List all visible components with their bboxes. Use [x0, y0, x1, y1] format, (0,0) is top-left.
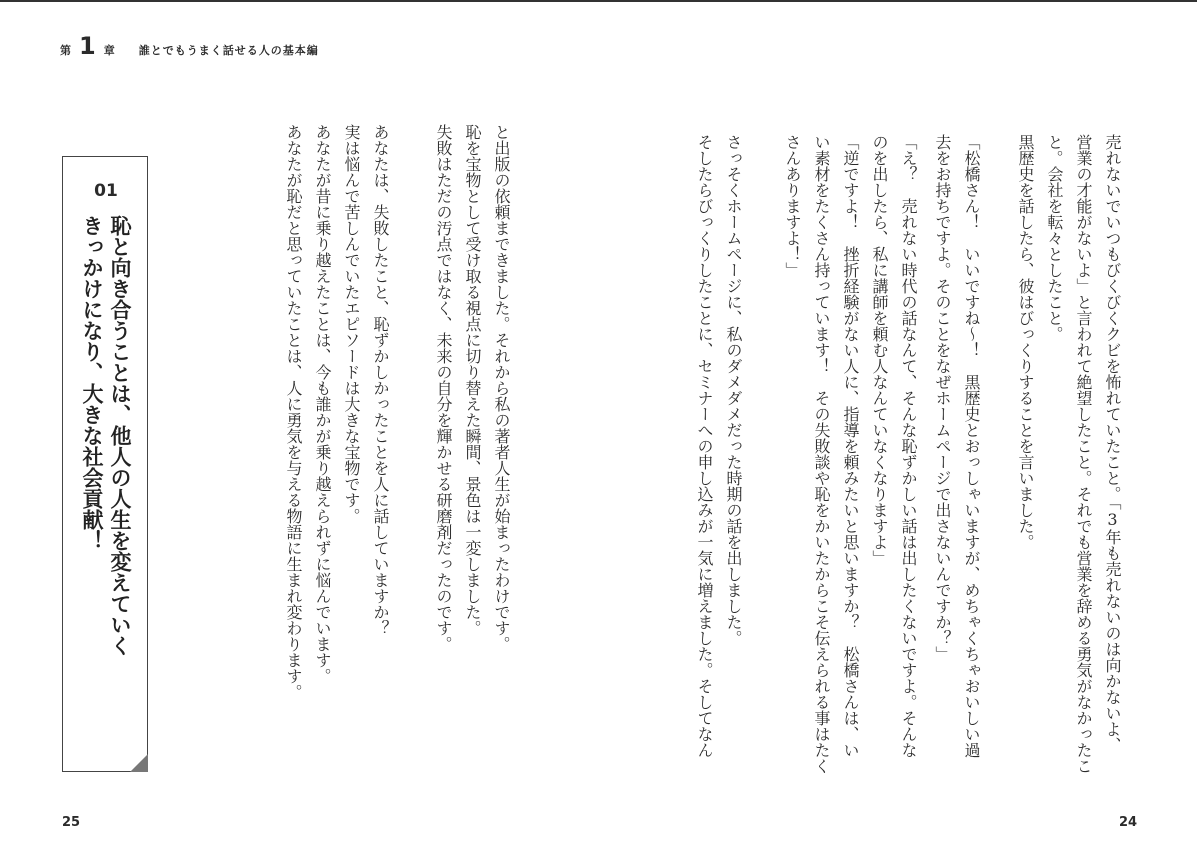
page-number-right: 24: [1119, 815, 1138, 830]
chapter-title: 誰とでもうまく話せる人の基本編: [138, 44, 319, 57]
body-line-right-2: 営業の才能がないよ」と言われて絶望したこと。それでも営業を辞める勇気がなかったこ: [1074, 134, 1093, 774]
running-header: [60, 34, 319, 58]
chapter-prefix: 第: [60, 44, 71, 57]
body-line-left-1: と出版の依頼まできました。それから私の著者人生が始まったわけです。: [492, 124, 511, 652]
body-line-right-4: 黒歴史を話したら、彼はびっくりすることを言いました。: [1016, 134, 1035, 550]
chapter-number: 1: [79, 32, 96, 60]
section-title-line-1: 恥と向き合うことは、他人の人生を変えていく: [108, 215, 132, 656]
section-title-line-2: きっかけになり、大きな社会貢献！: [80, 215, 104, 551]
body-line-left-6: あなたが昔に乗り越えたことは、今も誰かが乗り越えられずに悩んでいます。: [313, 124, 332, 684]
body-line-right-7: 「え？ 売れない時代の話なんて、そんな恥ずかしい話は出したくないですよ。そんな: [899, 134, 918, 758]
section-heading-box: [62, 156, 148, 772]
body-line-right-1: 売れないでいつもびくびくクビを怖れていたこと。「3年も売れないのは向かないよ、: [1103, 134, 1122, 753]
section-number: 01: [94, 181, 118, 201]
body-line-right-6: 去をお持ちですよ。そのことをなぜホームページで出さないんですか？」: [933, 134, 952, 662]
top-border: [0, 0, 1197, 2]
body-line-left-7: あなたが恥だと思っていたことは、人に勇気を与える物語に生まれ変わります。: [284, 124, 303, 700]
body-line-right-3: と。会社を転々としたこと。: [1045, 134, 1064, 342]
body-line-right-12: さっそくホームページに、私のダメダメだった時期の話を出しました。: [724, 134, 743, 646]
body-line-right-8: のを出したら、私に講師を頼む人なんていなくなりますよ」: [870, 134, 889, 566]
body-line-left-5: 実は悩んで苦しんでいたエピソードは大きな宝物です。: [342, 124, 361, 524]
body-line-right-11: さんありますよ！」: [783, 134, 802, 278]
body-line-right-13: そしたらびっくりしたことに、セミナーへの申し込みが一気に増えました。そしてなん: [695, 134, 714, 758]
body-line-right-5: 「松橋さん！ いいですね～！ 黒歴史とおっしゃいますが、めちゃくちゃおいしい過: [962, 134, 981, 758]
page-number-left: 25: [62, 815, 81, 830]
body-line-right-10: い素材をたくさん持っています！ その失敗談や恥をかいたからこそ伝えられる事はたく: [812, 134, 831, 774]
body-line-left-3: 失敗はただの汚点ではなく、未来の自分を輝かせる研磨剤だったのです。: [434, 124, 453, 652]
body-line-right-9: 「逆ですよ！ 挫折経験がない人に、指導を頼みたいと思いますか？ 松橋さんは、い: [841, 134, 860, 758]
page-fold-corner: [130, 754, 148, 772]
body-line-left-4: あなたは、失敗したこと、恥ずかしかったことを人に話していますか？: [371, 124, 390, 636]
chapter-suffix: 章: [103, 44, 115, 57]
body-line-left-2: 恥を宝物として受け取る視点に切り替えた瞬間、景色は一変しました。: [463, 124, 482, 636]
